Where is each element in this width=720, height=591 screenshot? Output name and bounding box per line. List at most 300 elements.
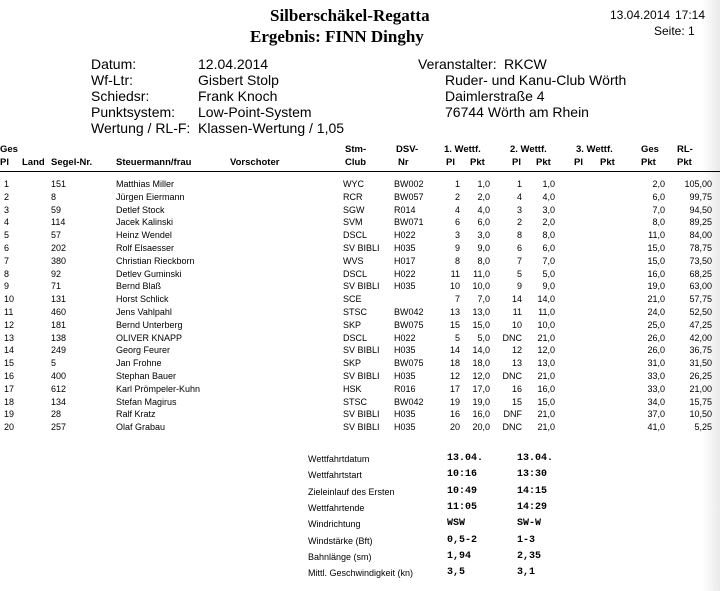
row-race1-place: 8 — [454, 255, 460, 266]
row-place: 6 — [4, 243, 10, 253]
row-total-points: 41,0 — [647, 422, 665, 433]
row-dsv-number: H035 — [394, 243, 416, 253]
row-sail-number: 134 — [51, 396, 67, 407]
punktsystem-label: Punktsystem: — [91, 104, 176, 120]
table-row — [0, 268, 720, 280]
row-helmsman: Heinz Wendel — [116, 230, 172, 241]
col-gespkt: Pkt — [641, 157, 656, 168]
row-race2-points: 4,0 — [542, 191, 555, 202]
row-place: 10 — [4, 294, 15, 305]
row-place: 4 — [4, 217, 10, 228]
row-club: SV BIBLI — [343, 422, 380, 433]
row-sail-number: 114 — [51, 217, 66, 228]
row-club: DSCL — [343, 268, 368, 279]
row-sail-number: 151 — [51, 179, 67, 189]
row-dsv-number: BW071 — [394, 217, 424, 228]
row-ranking-points: 26,25 — [689, 371, 712, 381]
row-club: WVS — [343, 255, 364, 266]
row-ranking-points: 84,00 — [689, 230, 712, 241]
row-dsv-number: BW075 — [394, 358, 424, 369]
col-w3: 3. Wettf. — [576, 144, 613, 155]
row-ranking-points: 5,25 — [694, 422, 712, 433]
row-place: 11 — [4, 307, 14, 317]
row-place: 2 — [4, 191, 10, 202]
club-street: Daimlerstraße 4 — [445, 88, 545, 104]
row-race2-place: 7 — [516, 255, 522, 266]
row-race2-place: 12 — [511, 345, 522, 356]
row-sail-number: 138 — [51, 332, 67, 343]
row-ranking-points: 89,25 — [689, 217, 712, 228]
row-race2-points: 2,0 — [542, 217, 555, 228]
row-helmsman: Olaf Grabau — [116, 422, 166, 433]
row-place: 1 — [4, 179, 10, 189]
table-row — [0, 216, 720, 228]
datum-value: 12.04.2014 — [198, 56, 269, 72]
row-race1-place: 2 — [454, 191, 460, 202]
race1-value: 10:49 — [447, 485, 478, 497]
row-helmsman: Stephan Bauer — [116, 371, 177, 381]
print-time: 17:14 — [675, 8, 706, 22]
row-race2-points: 5,0 — [542, 268, 555, 279]
row-race1-place: 5 — [454, 332, 460, 343]
row-race1-points: 11,0 — [473, 268, 490, 279]
row-race2-points: 21,0 — [537, 409, 555, 420]
row-race1-points: 3,0 — [477, 230, 490, 241]
row-race2-points: 14,0 — [537, 294, 555, 305]
row-ranking-points: 105,00 — [684, 179, 712, 189]
col-dsv-nr: Nr — [398, 157, 409, 168]
row-club: SCE — [343, 294, 362, 305]
row-total-points: 34,0 — [647, 396, 665, 407]
col-dsv-top: DSV- — [396, 144, 419, 155]
col-ges-pl: Pl — [0, 157, 9, 168]
race-info-label: Mittl. Geschwindigkeit (kn) — [308, 568, 414, 579]
table-row — [0, 396, 720, 408]
club-city: 76744 Wörth am Rhein — [445, 104, 589, 120]
veranstalter-value: RKCW — [504, 56, 547, 72]
row-race1-points: 12,0 — [472, 371, 490, 381]
row-race2-points: 6,0 — [542, 243, 555, 253]
row-race2-place: 9 — [516, 281, 522, 292]
row-helmsman: Detlev Guminski — [116, 268, 182, 279]
row-race1-points: 14,0 — [472, 345, 490, 356]
row-race2-place: 16 — [511, 383, 522, 394]
row-race2-points: 13,0 — [537, 358, 555, 369]
row-club: DSCL — [343, 332, 368, 343]
col-w1: 1. Wettf. — [444, 144, 481, 155]
row-sail-number: 57 — [51, 230, 62, 241]
row-race1-points: 7,0 — [477, 294, 490, 305]
row-race2-points: 16,0 — [537, 383, 555, 394]
row-sail-number: 59 — [51, 204, 62, 215]
row-race2-place: 3 — [516, 204, 522, 215]
row-race1-place: 14 — [449, 345, 460, 356]
row-dsv-number: H035 — [394, 422, 416, 433]
row-sail-number: 8 — [51, 191, 57, 202]
row-dsv-number: H022 — [394, 268, 416, 279]
race1-value: WSW — [447, 518, 466, 530]
row-race1-points: 1,0 — [477, 179, 490, 189]
row-dsv-number: H017 — [394, 255, 416, 266]
schiedsr-label: Schiedsr: — [91, 88, 150, 104]
row-total-points: 2,0 — [652, 179, 665, 189]
row-ranking-points: 52,50 — [689, 307, 712, 317]
table-row — [0, 319, 720, 331]
row-helmsman: Karl Prömpeler-Kuhn — [116, 383, 201, 394]
row-race2-place: 10 — [511, 319, 522, 330]
row-race1-points: 4,0 — [477, 204, 490, 215]
row-race2-place: 8 — [516, 230, 522, 241]
table-row — [0, 344, 720, 356]
table-row — [0, 293, 720, 305]
row-race2-place: DNC — [502, 332, 522, 343]
row-place: 8 — [4, 268, 10, 279]
row-total-points: 26,0 — [647, 345, 665, 356]
race-info-label: Wettfahrtdatum — [308, 454, 370, 464]
row-race1-place: 18 — [449, 358, 460, 369]
row-club: SKP — [343, 358, 362, 369]
row-race2-place: 15 — [511, 396, 522, 407]
row-race2-points: 21,0 — [537, 422, 555, 433]
row-race2-points: 1,0 — [542, 179, 555, 189]
row-ranking-points: 47,25 — [689, 319, 712, 330]
regatta-title: Silberschäkel-Regatta — [270, 6, 430, 25]
table-row — [0, 204, 720, 216]
row-club: SGW — [343, 204, 365, 215]
row-race1-points: 20,0 — [472, 422, 490, 433]
row-dsv-number: H035 — [394, 409, 416, 420]
row-total-points: 15,0 — [647, 243, 665, 253]
row-club: SV BIBLI — [343, 345, 380, 356]
row-place: 20 — [4, 422, 15, 433]
row-race1-points: 2,0 — [477, 191, 490, 202]
row-helmsman: Bernd Blaß — [116, 281, 162, 292]
row-race1-points: 6,0 — [477, 217, 490, 228]
row-ranking-points: 63,00 — [689, 281, 712, 292]
col-vorschoter: Vorschoter — [230, 157, 280, 168]
row-club: HSK — [343, 383, 362, 394]
row-sail-number: 131 — [51, 294, 67, 305]
row-race2-points: 3,0 — [542, 204, 555, 215]
veranstalter-label: Veranstalter: — [418, 56, 497, 72]
row-race2-points: 10,0 — [537, 319, 555, 330]
row-race2-points: 15,0 — [537, 396, 555, 407]
row-helmsman: Rolf Elsaesser — [116, 243, 175, 253]
race1-value: 10:16 — [447, 469, 478, 481]
wfltr-value: Gisbert Stolp — [198, 72, 279, 88]
row-race1-place: 1 — [454, 179, 460, 189]
row-race1-points: 8,0 — [477, 255, 490, 266]
table-row — [0, 255, 720, 267]
row-total-points: 8,0 — [652, 217, 665, 228]
race-info-label: Windrichtung — [308, 519, 361, 530]
race1-value: 1,94 — [447, 550, 472, 562]
row-place: 3 — [4, 204, 10, 215]
row-helmsman: Jens Vahlpahl — [116, 307, 172, 317]
row-dsv-number: H035 — [394, 371, 416, 381]
row-ranking-points: 10,50 — [689, 409, 712, 420]
row-race2-points: 12,0 — [537, 345, 555, 356]
row-race1-place: 3 — [454, 230, 460, 241]
row-race1-place: 16 — [449, 409, 460, 420]
table-row — [0, 357, 720, 369]
row-sail-number: 5 — [51, 358, 57, 369]
row-place: 16 — [4, 371, 15, 381]
row-race1-points: 19,0 — [472, 396, 490, 407]
row-club: STSC — [343, 396, 368, 407]
row-place: 9 — [4, 281, 10, 292]
row-race2-points: 21,0 — [537, 371, 555, 381]
row-race2-place: 4 — [516, 191, 522, 202]
row-race1-points: 18,0 — [472, 358, 490, 369]
row-race2-place: DNC — [502, 422, 522, 433]
col-ges-top: Ges — [0, 144, 18, 155]
col-land: Land — [22, 157, 45, 168]
row-club: SV BIBLI — [343, 371, 380, 381]
row-dsv-number: H022 — [394, 230, 416, 241]
table-row — [0, 421, 720, 433]
table-row — [0, 280, 720, 292]
col-w2-pl: Pl — [512, 157, 521, 168]
race-info-label: Windstärke (Bft) — [308, 535, 373, 546]
row-place: 12 — [4, 319, 15, 330]
row-dsv-number: BW042 — [394, 396, 424, 407]
table-row — [0, 332, 720, 344]
row-race1-points: 17,0 — [472, 383, 490, 394]
table-row — [0, 408, 720, 420]
table-row — [0, 383, 720, 395]
row-race1-place: 7 — [454, 294, 460, 305]
row-sail-number: 181 — [51, 319, 67, 330]
row-sail-number: 28 — [51, 409, 62, 420]
row-race1-points: 16,0 — [472, 409, 490, 420]
wfltr-label: Wf-Ltr: — [91, 72, 133, 88]
race2-value: 13:30 — [517, 469, 548, 481]
row-race1-place: 9 — [454, 243, 460, 253]
race-info-label: Wettfahrtstart — [308, 470, 362, 481]
row-dsv-number: H035 — [394, 281, 416, 292]
page-number: Seite: 1 — [654, 24, 695, 38]
row-ranking-points: 15,75 — [689, 396, 712, 407]
datum-label: Datum: — [91, 56, 137, 72]
row-club: SV BIBLI — [343, 243, 380, 253]
row-ranking-points: 94,50 — [689, 204, 712, 215]
row-ranking-points: 73,50 — [689, 255, 712, 266]
race2-value: 1-3 — [517, 534, 536, 546]
row-helmsman: OLIVER KNAPP — [116, 332, 183, 343]
row-helmsman: Georg Feurer — [116, 345, 171, 356]
race2-value: SW-W — [517, 518, 542, 530]
row-sail-number: 400 — [51, 371, 67, 381]
row-ranking-points: 57,75 — [689, 294, 712, 305]
row-place: 14 — [4, 345, 15, 356]
row-dsv-number: H035 — [394, 345, 416, 356]
row-total-points: 11,0 — [648, 230, 665, 241]
race2-value: 14:29 — [517, 501, 548, 513]
row-dsv-number: BW075 — [394, 319, 424, 330]
row-helmsman: Stefan Magirus — [116, 396, 177, 407]
row-sail-number: 460 — [51, 307, 67, 317]
row-race1-place: 19 — [449, 396, 460, 407]
row-total-points: 7,0 — [652, 204, 665, 215]
row-total-points: 16,0 — [647, 268, 665, 279]
row-dsv-number: R016 — [394, 383, 416, 394]
row-club: WYC — [343, 179, 364, 189]
row-dsv-number: R014 — [394, 204, 416, 215]
row-race2-points: 9,0 — [542, 281, 555, 292]
schiedsr-value: Frank Knoch — [198, 88, 278, 104]
row-race2-place: 2 — [516, 217, 522, 228]
row-total-points: 19,0 — [647, 281, 665, 292]
row-helmsman: Bernd Unterberg — [116, 319, 183, 330]
row-dsv-number: BW057 — [394, 191, 424, 202]
row-ranking-points: 31,50 — [689, 358, 712, 369]
row-race2-place: 11 — [512, 307, 522, 317]
table-row — [0, 370, 720, 382]
row-club: SV BIBLI — [343, 281, 380, 292]
table-row — [0, 178, 720, 190]
row-place: 15 — [4, 358, 15, 369]
row-race1-points: 5,0 — [477, 332, 490, 343]
row-dsv-number: BW042 — [394, 307, 424, 317]
row-race2-place: DNC — [502, 371, 522, 381]
print-date: 13.04.2014 — [610, 8, 671, 22]
row-race2-place: 5 — [516, 268, 522, 279]
row-helmsman: Matthias Miller — [116, 179, 175, 189]
row-total-points: 33,0 — [647, 383, 665, 394]
col-w3-pl: Pl — [574, 157, 583, 168]
row-total-points: 25,0 — [647, 319, 665, 330]
row-race1-place: 15 — [449, 319, 460, 330]
row-race1-place: 13 — [449, 307, 460, 317]
row-total-points: 21,0 — [647, 294, 665, 305]
row-race1-place: 4 — [454, 204, 460, 215]
row-race2-points: 8,0 — [542, 230, 555, 241]
row-place: 5 — [4, 230, 10, 241]
wertung-value: Klassen-Wertung / 1,05 — [198, 120, 345, 136]
row-race1-points: 13,0 — [472, 307, 490, 317]
row-helmsman: Jacek Kalinski — [116, 217, 174, 228]
col-segel: Segel-Nr. — [51, 157, 93, 168]
row-ranking-points: 36,75 — [689, 345, 712, 356]
row-race1-place: 10 — [449, 281, 460, 292]
row-total-points: 24,0 — [647, 307, 665, 317]
table-row — [0, 242, 720, 254]
row-place: 19 — [4, 409, 15, 420]
row-race1-points: 9,0 — [477, 243, 490, 253]
row-race1-points: 15,0 — [472, 319, 490, 330]
row-sail-number: 71 — [51, 281, 62, 292]
row-race1-place: 12 — [449, 371, 460, 381]
col-w3-pkt: Pkt — [600, 157, 615, 168]
col-w2-pkt: Pkt — [536, 157, 551, 168]
race1-value: 13.04. — [447, 453, 484, 464]
row-helmsman: Christian Rieckborn — [116, 255, 195, 266]
row-race2-place: 1 — [516, 179, 522, 189]
row-total-points: 15,0 — [647, 255, 665, 266]
col-w1-pkt: Pkt — [470, 157, 485, 168]
row-sail-number: 612 — [51, 383, 67, 394]
row-helmsman: Horst Schlick — [116, 294, 169, 305]
row-race1-points: 10,0 — [472, 281, 490, 292]
result-title: Ergebnis: FINN Dinghy — [250, 27, 424, 46]
row-club: SKP — [343, 319, 362, 330]
row-club: STSC — [343, 307, 368, 317]
row-total-points: 26,0 — [647, 332, 665, 343]
header-rule — [0, 171, 720, 172]
col-w1-pl: Pl — [446, 157, 455, 168]
row-sail-number: 249 — [51, 345, 67, 356]
row-race2-place: 14 — [511, 294, 522, 305]
col-rl-top: RL- — [677, 144, 693, 155]
row-sail-number: 92 — [51, 268, 62, 279]
race2-value: 3,1 — [517, 567, 536, 579]
col-w2: 2. Wettf. — [510, 144, 547, 155]
race2-value: 2,35 — [517, 550, 542, 562]
row-club: SVM — [343, 217, 363, 228]
row-dsv-number: BW002 — [394, 179, 424, 189]
race-info-label: Wettfahrtende — [308, 502, 365, 513]
row-helmsman: Jan Frohne — [116, 358, 162, 369]
row-race2-place: DNF — [503, 409, 522, 420]
table-row — [0, 191, 720, 203]
row-club: DSCL — [343, 230, 368, 241]
row-race2-points: 21,0 — [537, 332, 555, 343]
race-info-label: Zieleinlauf des Ersten — [308, 486, 395, 497]
col-rl: Pkt — [677, 157, 692, 168]
row-ranking-points: 21,00 — [689, 383, 712, 394]
row-dsv-number: H022 — [394, 332, 416, 343]
col-club: Club — [345, 157, 367, 168]
row-place: 13 — [4, 332, 15, 343]
row-race1-place: 20 — [449, 422, 460, 433]
col-steuermann: Steuermann/frau — [116, 157, 192, 168]
club-name: Ruder- und Kanu-Club Wörth — [445, 72, 627, 88]
row-club: RCR — [343, 191, 363, 202]
race2-value: 14:15 — [517, 485, 548, 497]
row-place: 18 — [4, 396, 15, 407]
row-ranking-points: 42,00 — [689, 332, 712, 343]
row-club: SV BIBLI — [343, 409, 380, 420]
row-total-points: 31,0 — [647, 358, 665, 369]
row-helmsman: Detlef Stock — [116, 204, 165, 215]
table-row — [0, 229, 720, 241]
row-ranking-points: 99,75 — [689, 191, 712, 202]
row-race2-place: 6 — [516, 243, 522, 253]
wertung-label: Wertung / RL-F: — [91, 120, 191, 136]
row-ranking-points: 78,75 — [689, 243, 712, 253]
race1-value: 11:05 — [447, 501, 478, 513]
row-place: 17 — [4, 383, 15, 394]
col-gespkt-top: Ges — [641, 144, 659, 155]
row-race1-place: 11 — [450, 268, 460, 279]
row-sail-number: 202 — [51, 243, 67, 253]
row-race1-place: 17 — [449, 383, 460, 394]
row-total-points: 37,0 — [647, 409, 665, 420]
row-race2-points: 7,0 — [542, 255, 555, 266]
row-race2-points: 11,0 — [538, 307, 555, 317]
punktsystem-value: Low-Point-System — [198, 104, 312, 120]
race-info-label: Bahnlänge (sm) — [308, 551, 372, 562]
row-helmsman: Jürgen Eiermann — [116, 191, 185, 202]
row-sail-number: 257 — [51, 422, 67, 433]
race1-value: 0,5-2 — [447, 534, 478, 546]
row-race2-place: 13 — [511, 358, 522, 369]
row-place: 7 — [4, 255, 10, 266]
col-stm-top: Stm- — [345, 144, 367, 155]
race1-value: 3,5 — [447, 567, 466, 579]
row-helmsman: Ralf Kratz — [116, 409, 156, 420]
